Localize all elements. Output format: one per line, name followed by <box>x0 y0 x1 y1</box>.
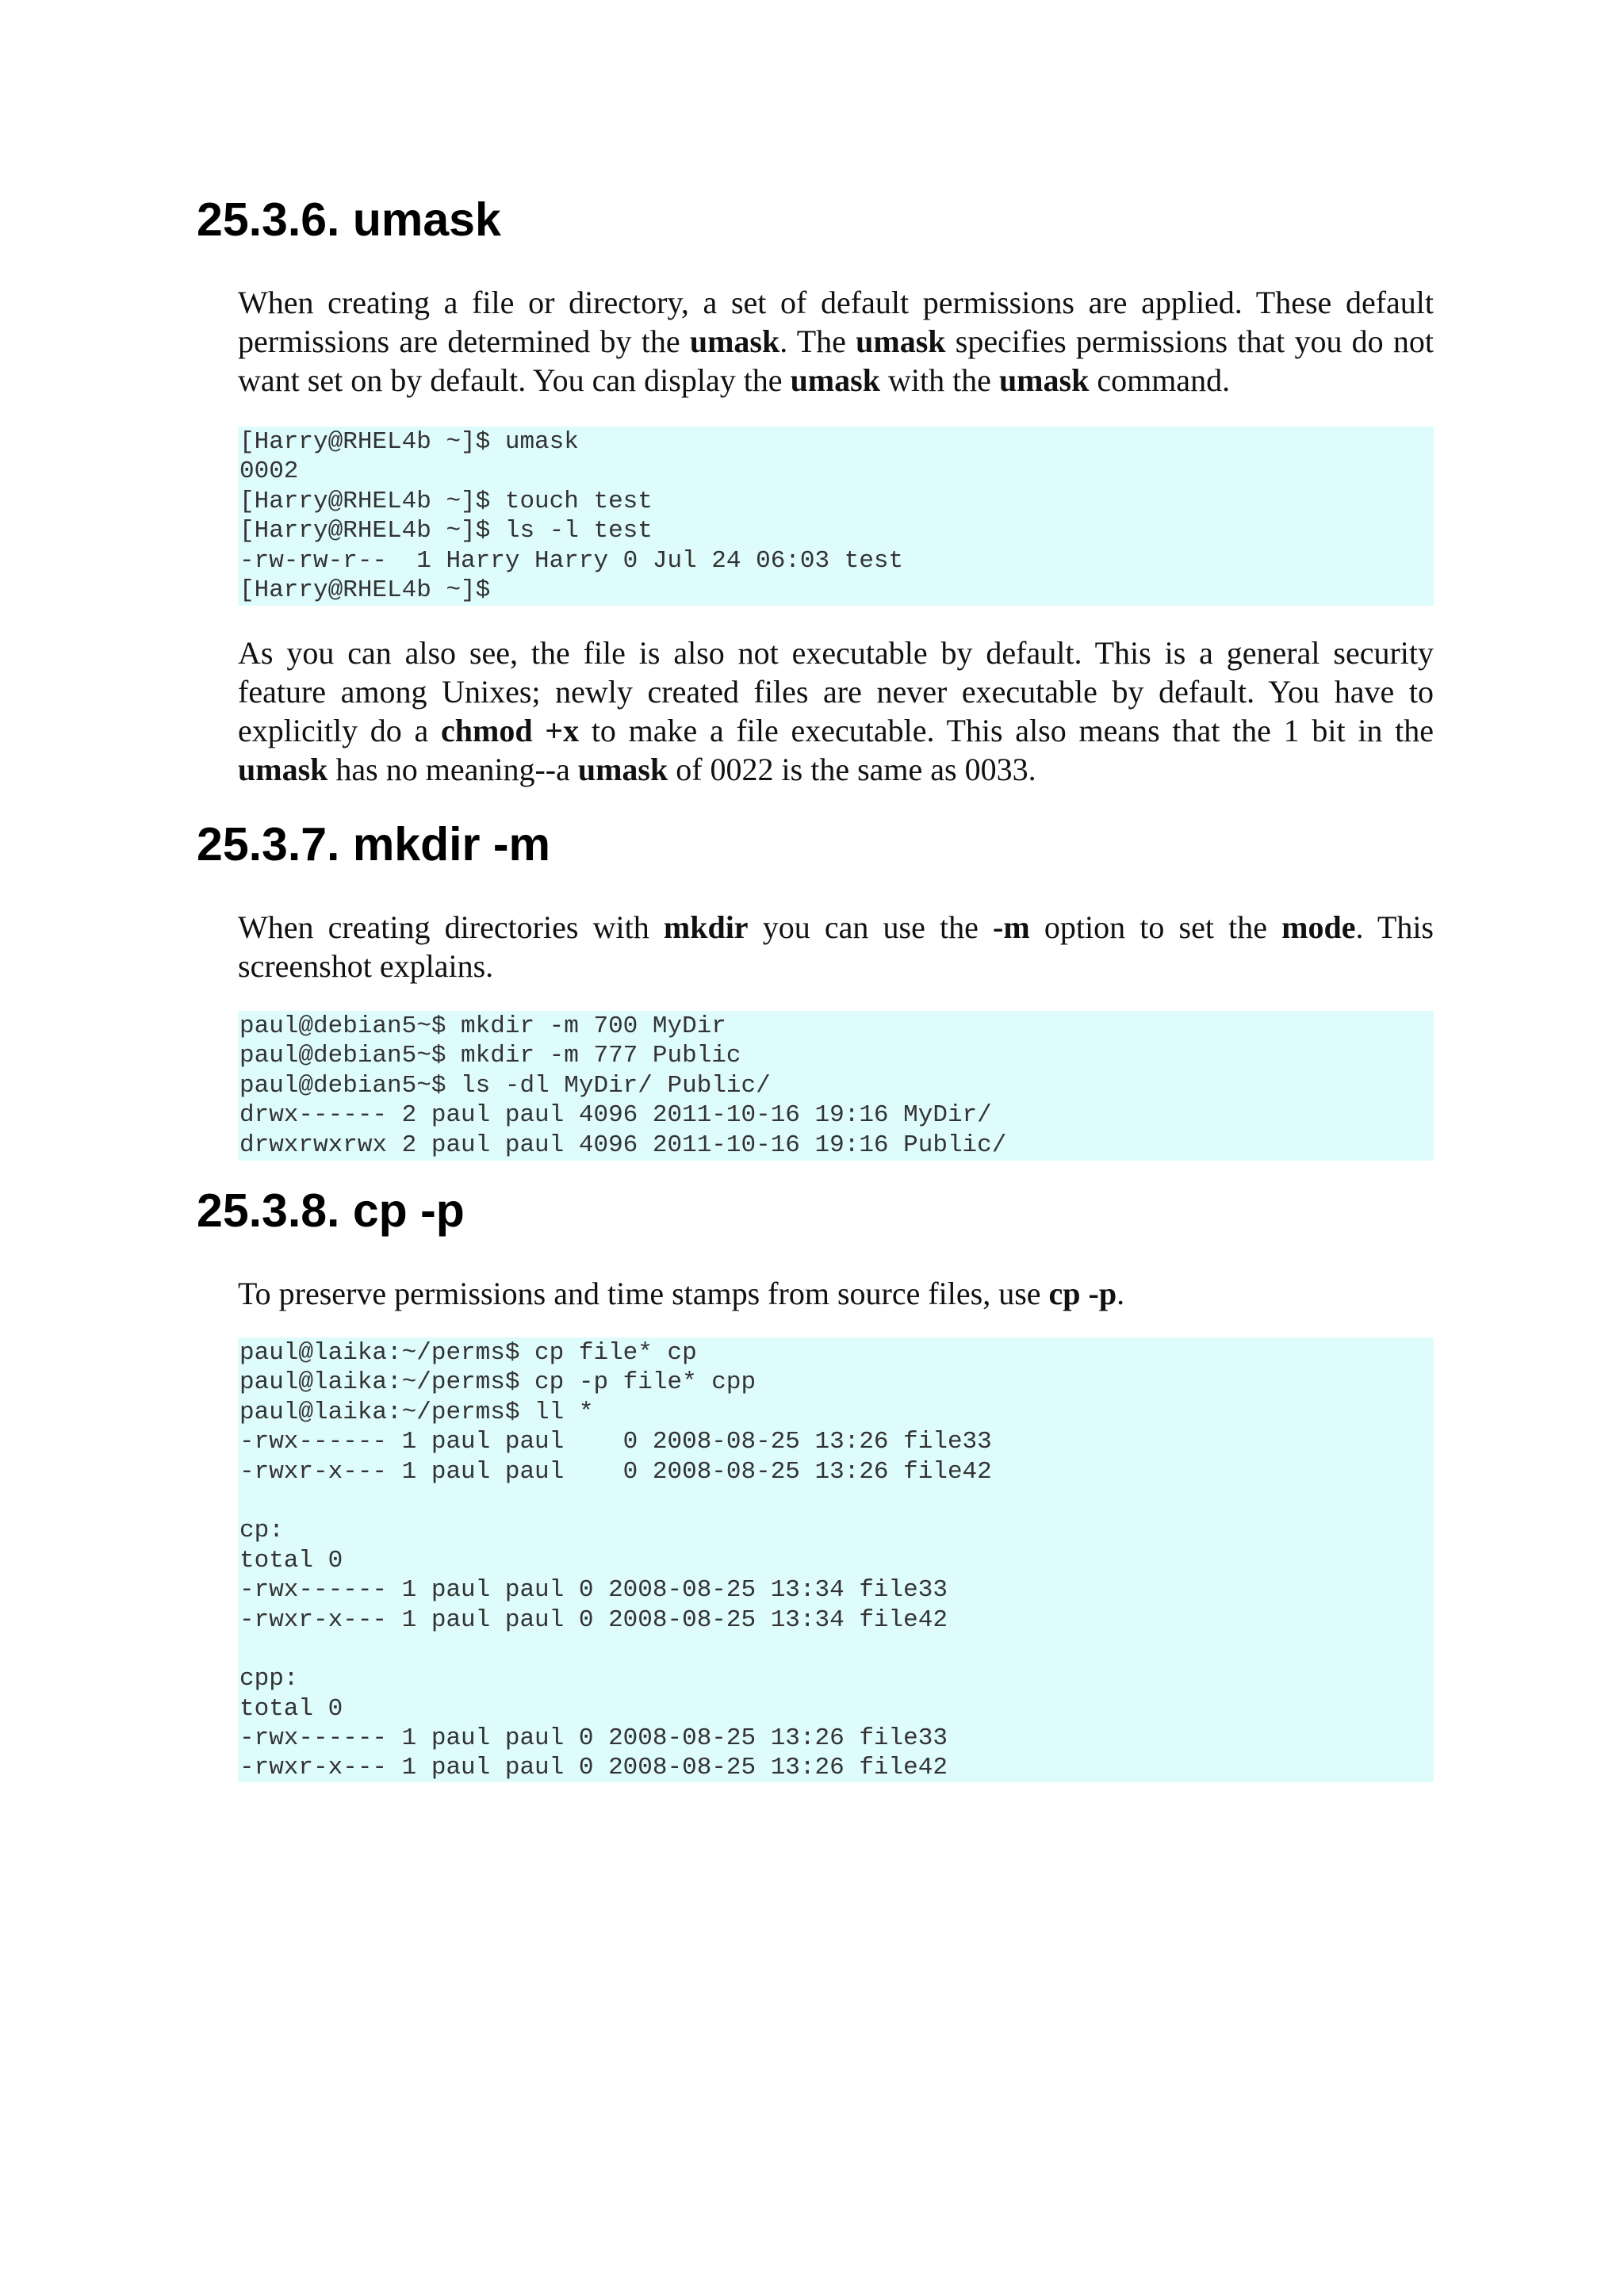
terminal-line: paul@laika:~/perms$ cp -p file* cpp <box>239 1368 756 1397</box>
terminal-line: drwxrwxrwx 2 paul paul 4096 2011-10-16 19:16 Public/ <box>239 1131 1007 1159</box>
bold-term: umask <box>998 362 1090 398</box>
terminal-line: -rw-rw-r-- 1 Harry Harry 0 Jul 24 06:03 test <box>239 546 904 575</box>
bold-term: umask <box>238 752 328 787</box>
terminal-line: cpp: <box>239 1665 299 1693</box>
terminal-line: [Harry@RHEL4b ~]$ touch test <box>239 487 653 515</box>
mkdir-terminal-output <box>238 1011 1434 1161</box>
terminal-line: -rwxr-x--- 1 paul paul 0 2008-08-25 13:26 file42 <box>239 1457 992 1486</box>
terminal-line: [Harry@RHEL4b ~]$ <box>239 576 491 604</box>
terminal-line: -rwxr-x--- 1 paul paul 0 2008-08-25 13:34 file42 <box>239 1605 948 1634</box>
terminal-line: paul@laika:~/perms$ cp file* cp <box>239 1339 697 1367</box>
bold-term: chmod +x <box>441 713 580 748</box>
terminal-line: paul@debian5~$ mkdir -m 777 Public <box>239 1042 741 1070</box>
terminal-line: paul@debian5~$ mkdir -m 700 MyDir <box>239 1012 726 1040</box>
bold-term: umask <box>577 752 668 787</box>
mkdir-intro-paragraph: When creating directories with mkdir you can use the -m option to set the mode. This screenshot explains. <box>238 909 1434 984</box>
cp-intro-paragraph: To preserve permissions and time stamps from source files, use cp -p. <box>238 1276 1125 1311</box>
section-heading-umask: 25.3.6. umask <box>197 193 501 246</box>
section-heading-mkdir-m: 25.3.7. mkdir -m <box>197 818 550 871</box>
bold-term: umask <box>790 362 880 398</box>
bold-term: umask <box>856 323 946 359</box>
terminal-line: [Harry@RHEL4b ~]$ umask <box>239 428 579 456</box>
terminal-line: -rwx------ 1 paul paul 0 2008-08-25 13:26 file33 <box>239 1428 992 1456</box>
section-heading-cp-p: 25.3.8. cp -p <box>197 1184 465 1237</box>
bold-term: umask <box>689 323 780 359</box>
terminal-line <box>239 1635 1432 1664</box>
umask-intro-paragraph: When creating a file or directory, a set of default permissions are applied. These default permissions are determined by the umask. The umask specifies permissions that you do not want set on by default. You can display the umask with the umask command. <box>238 285 1434 398</box>
terminal-line: total 0 <box>239 1546 343 1575</box>
bold-term: cp -p <box>1048 1276 1117 1311</box>
terminal-line <box>239 1487 1432 1516</box>
terminal-line: -rwx------ 1 paul paul 0 2008-08-25 13:26 file33 <box>239 1724 948 1753</box>
terminal-line: -rwx------ 1 paul paul 0 2008-08-25 13:34 file33 <box>239 1576 948 1605</box>
umask-terminal-output <box>238 427 1434 606</box>
cp-terminal-output <box>238 1337 1434 1782</box>
bold-term: mkdir <box>663 909 749 945</box>
bold-term: -m <box>993 909 1030 945</box>
terminal-line: paul@laika:~/perms$ ll * <box>239 1398 594 1426</box>
terminal-line: 0002 <box>239 457 299 486</box>
terminal-line: paul@debian5~$ ls -dl MyDir/ Public/ <box>239 1071 771 1100</box>
terminal-line: cp: <box>239 1517 284 1545</box>
terminal-line: -rwxr-x--- 1 paul paul 0 2008-08-25 13:26 file42 <box>239 1754 948 1782</box>
terminal-line: [Harry@RHEL4b ~]$ ls -l test <box>239 517 653 545</box>
umask-explanation-paragraph: As you can also see, the file is also not executable by default. This is a general security feature among Unixes; newly created files are never executable by default. You have to explicitly do a chmod +x to make a file executable. This also means that the 1 bit in the umask has no meaning--a umask of 0022 is the same as 0033. <box>238 635 1434 787</box>
bold-term: mode <box>1281 909 1356 945</box>
terminal-line: total 0 <box>239 1694 343 1723</box>
terminal-line: drwx------ 2 paul paul 4096 2011-10-16 19:16 MyDir/ <box>239 1101 992 1130</box>
